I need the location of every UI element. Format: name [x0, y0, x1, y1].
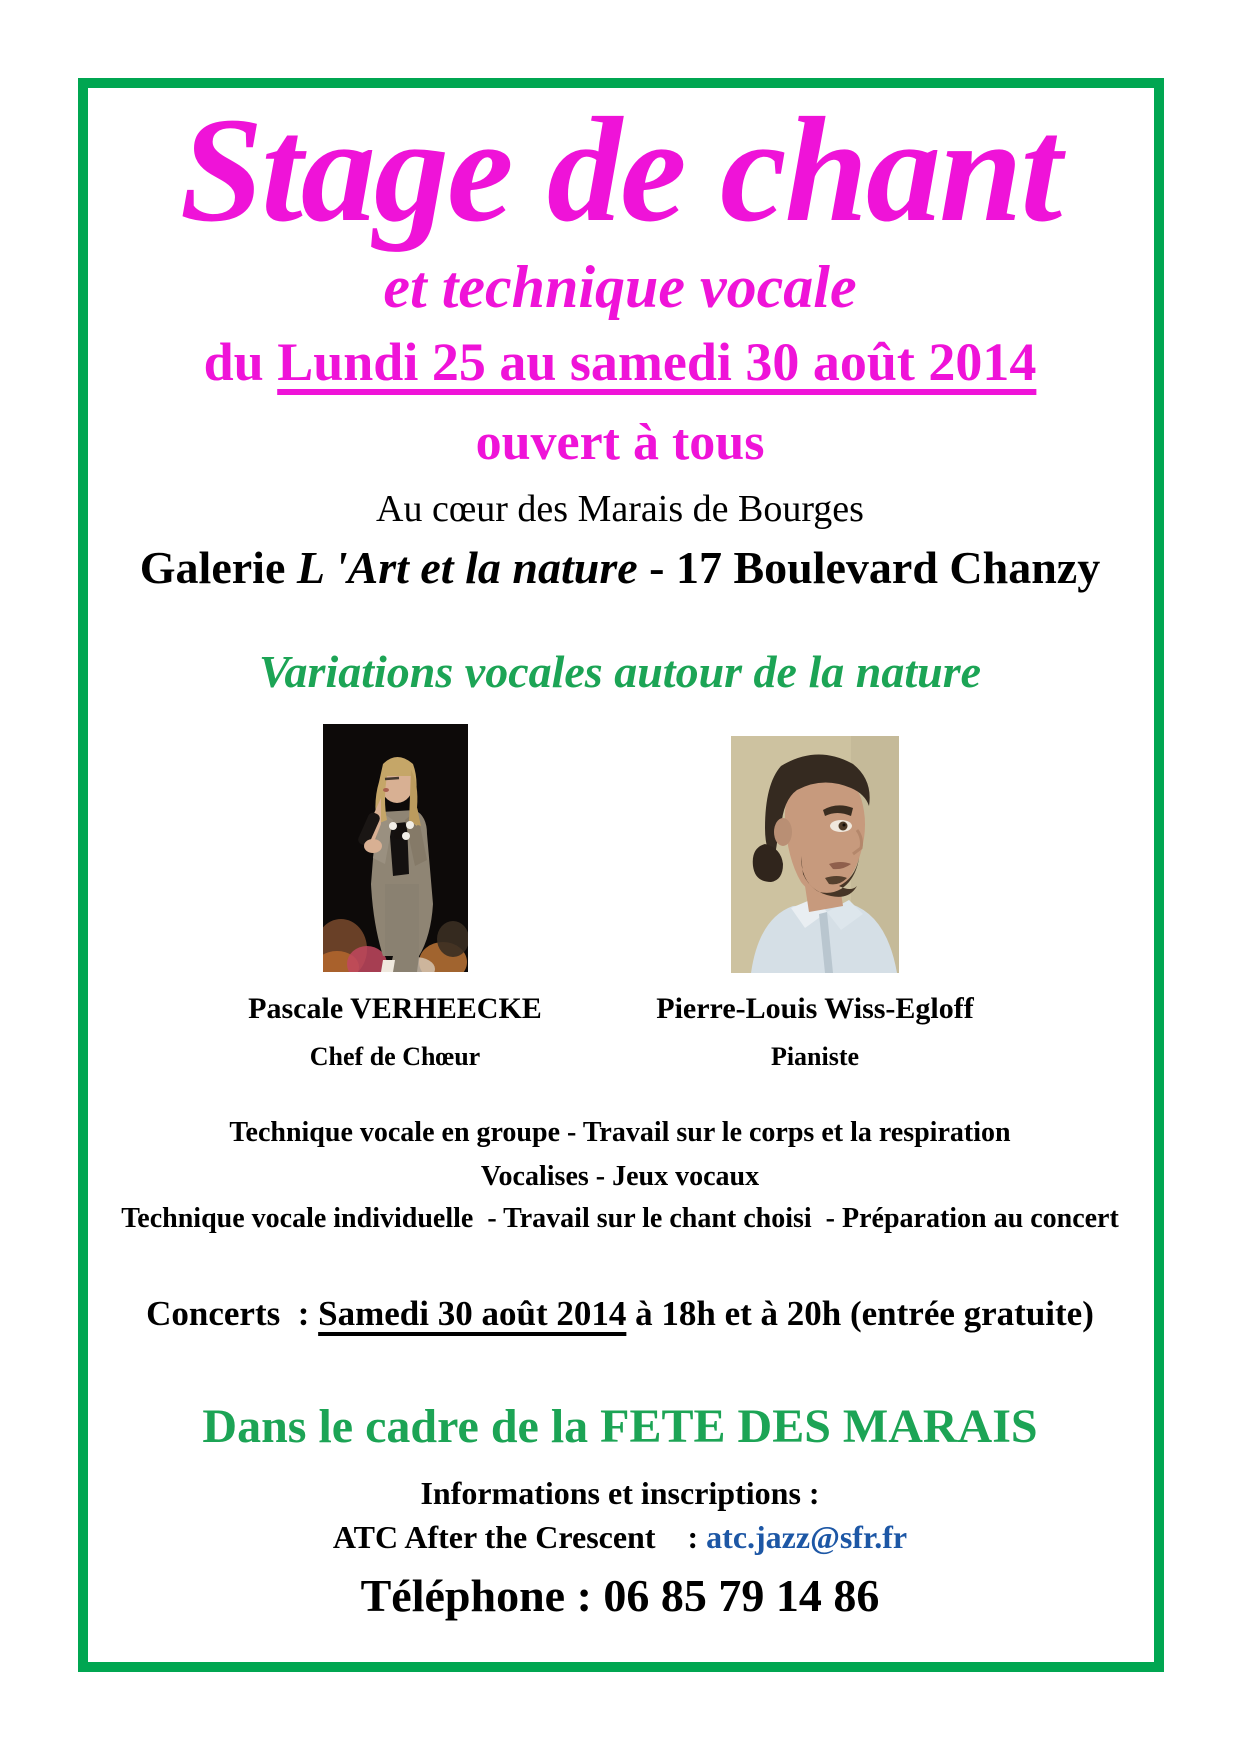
festival-line: Dans le cadre de la FETE DES MARAIS	[202, 1400, 1038, 1453]
person-name: Pierre-Louis Wiss-Egloff	[656, 992, 974, 1025]
contact-name: ATC After the Crescent	[332, 1519, 656, 1555]
program-line-1: Technique vocale en groupe - Travail sur le corps et la respiration	[229, 1117, 1011, 1148]
person-role: Chef de Chœur	[309, 1042, 481, 1071]
venue-line	[88, 544, 1152, 592]
venue-prefix: Galerie	[139, 542, 297, 593]
info-line: Informations et inscriptions :	[420, 1475, 820, 1511]
concerts-date-underlined: Samedi 30 août 2014	[318, 1294, 627, 1333]
people-row	[73, 724, 1137, 1072]
photo-box-pascale	[185, 724, 605, 972]
poster-title: Stage de chant	[179, 87, 1061, 253]
date-underlined: Lundi 25 au samedi 30 août 2014	[277, 332, 1037, 392]
theme-line: Variations vocales autour de la nature	[258, 646, 982, 697]
workshop-dates	[88, 334, 1152, 391]
person-column-pierre-louis	[605, 724, 1025, 1072]
location-line: Au cœur des Marais de Bourges	[376, 488, 864, 530]
concerts-suffix: à 18h et à 20h (entrée gratuite)	[626, 1294, 1094, 1333]
photo-box-pierre-louis	[605, 724, 1025, 972]
person-name: Pascale VERHEECKE	[248, 992, 542, 1025]
photo-pascale-verheecke	[323, 724, 468, 972]
phone-line	[88, 1572, 1152, 1620]
phone-prefix: Téléphone :	[360, 1570, 604, 1621]
person-column-pascale	[185, 724, 605, 1072]
contact-separator: :	[655, 1519, 707, 1555]
open-to-all-line: ouvert à tous	[475, 414, 765, 471]
date-prefix: du	[203, 332, 278, 392]
person-role: Pianiste	[770, 1042, 860, 1071]
concerts-prefix: Concerts :	[146, 1294, 319, 1333]
contact-line	[88, 1521, 1152, 1555]
poster-subtitle: et technique vocale	[383, 254, 857, 320]
contact-email-link[interactable]: atc.jazz@sfr.fr	[706, 1519, 908, 1555]
concerts-line	[88, 1296, 1152, 1333]
phone-number: 06 85 79 14 86	[603, 1570, 880, 1621]
program-line-2: Vocalises - Jeux vocaux	[480, 1161, 760, 1192]
photo-pierre-louis-wiss-egloff	[731, 736, 899, 973]
venue-name-italic: L 'Art et la nature	[296, 542, 638, 593]
venue-suffix: - 17 Boulevard Chanzy	[637, 542, 1101, 593]
program-line-3: Technique vocale individuelle - Travail sur le chant choisi - Préparation au concert	[121, 1203, 1119, 1234]
